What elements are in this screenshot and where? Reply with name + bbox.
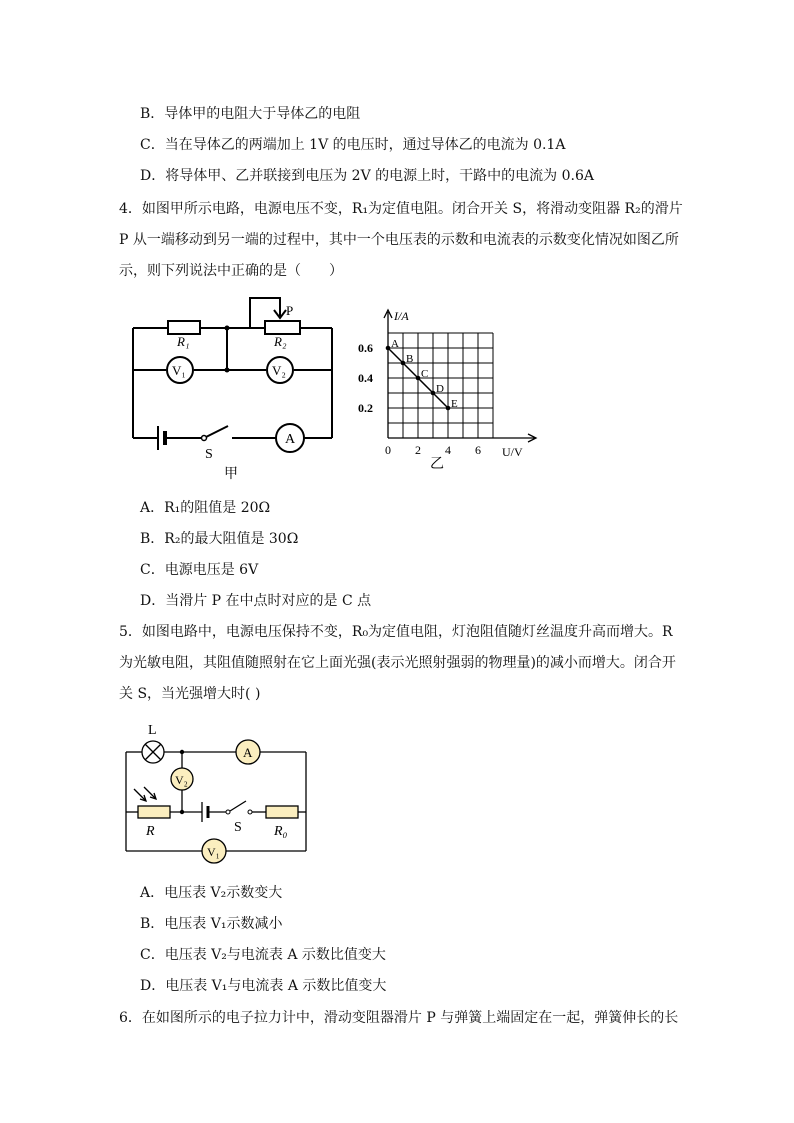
- q6-stem-line1: 6．在如图所示的电子拉力计中，滑动变阻器滑片 P 与弹簧上端固定在一起，弹簧伸长的长: [119, 1010, 679, 1026]
- q5-option-d: D．电压表 V₁与电流表 A 示数比值变大: [140, 978, 387, 994]
- q5-option-b: B．电压表 V₁示数减小: [140, 916, 283, 932]
- q4-option-a: A．R₁的阻值是 20Ω: [140, 500, 271, 516]
- data-point: [431, 391, 436, 396]
- q4-option-b: B．R₂的最大阻值是 30Ω: [140, 531, 299, 547]
- q5-circuit: [118, 715, 318, 865]
- label-r1: R₁: [177, 334, 190, 349]
- data-point: [416, 376, 421, 381]
- xtick-6: 6: [475, 443, 481, 457]
- data-point: [386, 346, 391, 351]
- label-r0: R₀: [274, 824, 288, 839]
- q4-graph-yi: [350, 300, 550, 475]
- ammeter-icon: A: [285, 432, 296, 447]
- point-label: D: [436, 383, 444, 395]
- ammeter-icon: A: [243, 745, 253, 760]
- q5-stem-line1: 5．如图电路中，电源电压保持不变，R₀为定值电阻，灯泡阻值随灯丝温度升高而增大。R: [119, 624, 673, 640]
- q3-option-b: B．导体甲的电阻大于导体乙的电阻: [140, 106, 361, 122]
- label-l: L: [148, 723, 157, 738]
- ytick-0-2: 0.2: [358, 401, 373, 415]
- label-r2: R₂: [274, 334, 287, 349]
- q4-stem-line1: 4．如图甲所示电路，电源电压不变，R₁为定值电阻。闭合开关 S，将滑动变阻器 R₂的滑片: [119, 201, 683, 217]
- xtick-4: 4: [445, 443, 451, 457]
- voltmeter-v2-icon: V₂: [175, 773, 188, 787]
- q4-option-d: D．当滑片 P 在中点时对应的是 C 点: [140, 593, 372, 609]
- q4-circuit-jia: [120, 290, 350, 490]
- voltmeter-v1-icon: V₁: [172, 363, 186, 378]
- label-p: P: [286, 303, 294, 318]
- voltmeter-v2-icon: V₂: [272, 363, 286, 378]
- point-label: C: [421, 368, 429, 380]
- q3-option-c: C．当在导体乙的两端加上 1V 的电压时，通过导体乙的电流为 0.1A: [140, 137, 566, 153]
- q5-stem-line3: 关 S，当光强增大时( ): [119, 686, 261, 702]
- q4-stem-line2: P 从一端移动到另一端的过程中，其中一个电压表的示数和电流表的示数变化情况如图乙所: [119, 232, 679, 248]
- voltmeter-v1-icon: V₁: [207, 845, 220, 859]
- label-s: S: [205, 447, 213, 462]
- graph-xlabel: U/V: [502, 445, 523, 459]
- graph-ylabel: I/A: [394, 309, 409, 323]
- xtick-0: 0: [385, 443, 391, 457]
- data-point: [446, 406, 451, 411]
- data-point: [401, 361, 406, 366]
- point-label: A: [391, 338, 399, 350]
- q4-option-c: C．电源电压是 6V: [140, 562, 259, 578]
- q5-stem-line2: 为光敏电阻，其阻值随照射在它上面光强(表示光照射强弱的物理量)的减小而增大。闭合开: [119, 655, 676, 671]
- xtick-2: 2: [415, 443, 421, 457]
- q4-stem-line3: 示，则下列说法中正确的是（ ）: [119, 263, 343, 279]
- q5-option-a: A．电压表 V₂示数变大: [140, 885, 283, 901]
- label-s: S: [234, 820, 242, 835]
- label-r: R: [146, 824, 155, 839]
- q3-option-d: D．将导体甲、乙并联接到电压为 2V 的电源上时，干路中的电流为 0.6A: [140, 168, 594, 184]
- ytick-0-4: 0.4: [358, 371, 373, 385]
- point-label: B: [406, 353, 414, 365]
- caption-yi: 乙: [430, 457, 444, 472]
- ytick-0-6: 0.6: [358, 341, 373, 355]
- caption-jia: 甲: [224, 467, 238, 482]
- point-label: E: [451, 398, 458, 410]
- q5-option-c: C．电压表 V₂与电流表 A 示数比值变大: [140, 947, 386, 963]
